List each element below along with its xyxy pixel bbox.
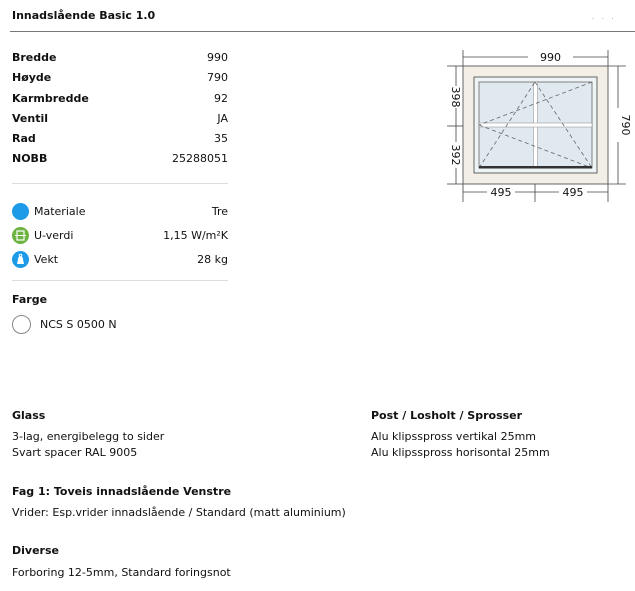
drawing-height-label: 790 xyxy=(619,114,632,136)
drawing-width-label: 990 xyxy=(540,51,561,64)
property-row-vekt: Vekt 28 kg xyxy=(12,247,228,271)
fag-heading: Fag 1: Toveis innadslående Venstre xyxy=(12,485,232,498)
u-value-icon xyxy=(12,227,29,244)
diverse-heading: Diverse xyxy=(12,544,59,557)
title-divider xyxy=(10,31,635,32)
spec-row-karmbredde: Karmbredde 92 xyxy=(12,91,228,105)
window-drawing-svg xyxy=(444,46,634,204)
spec-row-hoyde: Høyde 790 xyxy=(12,71,228,85)
drawing-left-half-label: 495 xyxy=(490,186,512,199)
post-heading: Post / Losholt / Sprosser xyxy=(371,409,523,422)
window-drawing xyxy=(444,46,634,208)
drawing-right-half-label: 495 xyxy=(562,186,584,199)
drawing-lower-label: 392 xyxy=(449,144,462,166)
glass-heading: Glass xyxy=(12,409,46,422)
farge-value: NCS S 0500 N xyxy=(40,318,117,331)
color-swatch xyxy=(12,315,31,334)
decorative-dots: · · · xyxy=(592,16,617,23)
spec-row-rad: Rad 35 xyxy=(12,132,228,146)
property-row-materiale: Materiale Tre xyxy=(12,199,228,223)
spec-list xyxy=(12,50,228,172)
farge-row xyxy=(12,315,117,334)
materiale-icon xyxy=(12,203,29,220)
spec-row-bredde: Bredde 990 xyxy=(12,51,228,64)
drawing-upper-label: 398 xyxy=(449,86,462,108)
spec-divider xyxy=(12,183,228,184)
glass-line-2: Svart spacer RAL 9005 xyxy=(12,446,138,459)
fag-line: Vrider: Esp.vrider innadslående / Standard (matt aluminium) xyxy=(12,506,346,519)
spec-row-ventil: Ventil JA xyxy=(12,111,228,125)
post-line-2: Alu klipsspross horisontal 25mm xyxy=(371,446,550,459)
property-divider xyxy=(12,280,228,281)
glass-line-1: 3-lag, energibelegg to sider xyxy=(12,430,165,443)
spec-row-nobb: NOBB 25288051 xyxy=(12,152,228,166)
diverse-line: Forboring 12-5mm, Standard foringsnot xyxy=(12,566,231,579)
property-list xyxy=(12,199,228,271)
property-row-u-verdi: U-verdi 1,15 W/m²K xyxy=(12,223,228,247)
page-title: Innadslående Basic 1.0 xyxy=(12,9,156,22)
post-line-1: Alu klipsspross vertikal 25mm xyxy=(371,430,536,443)
farge-heading: Farge xyxy=(12,293,48,306)
weight-icon xyxy=(12,251,29,268)
